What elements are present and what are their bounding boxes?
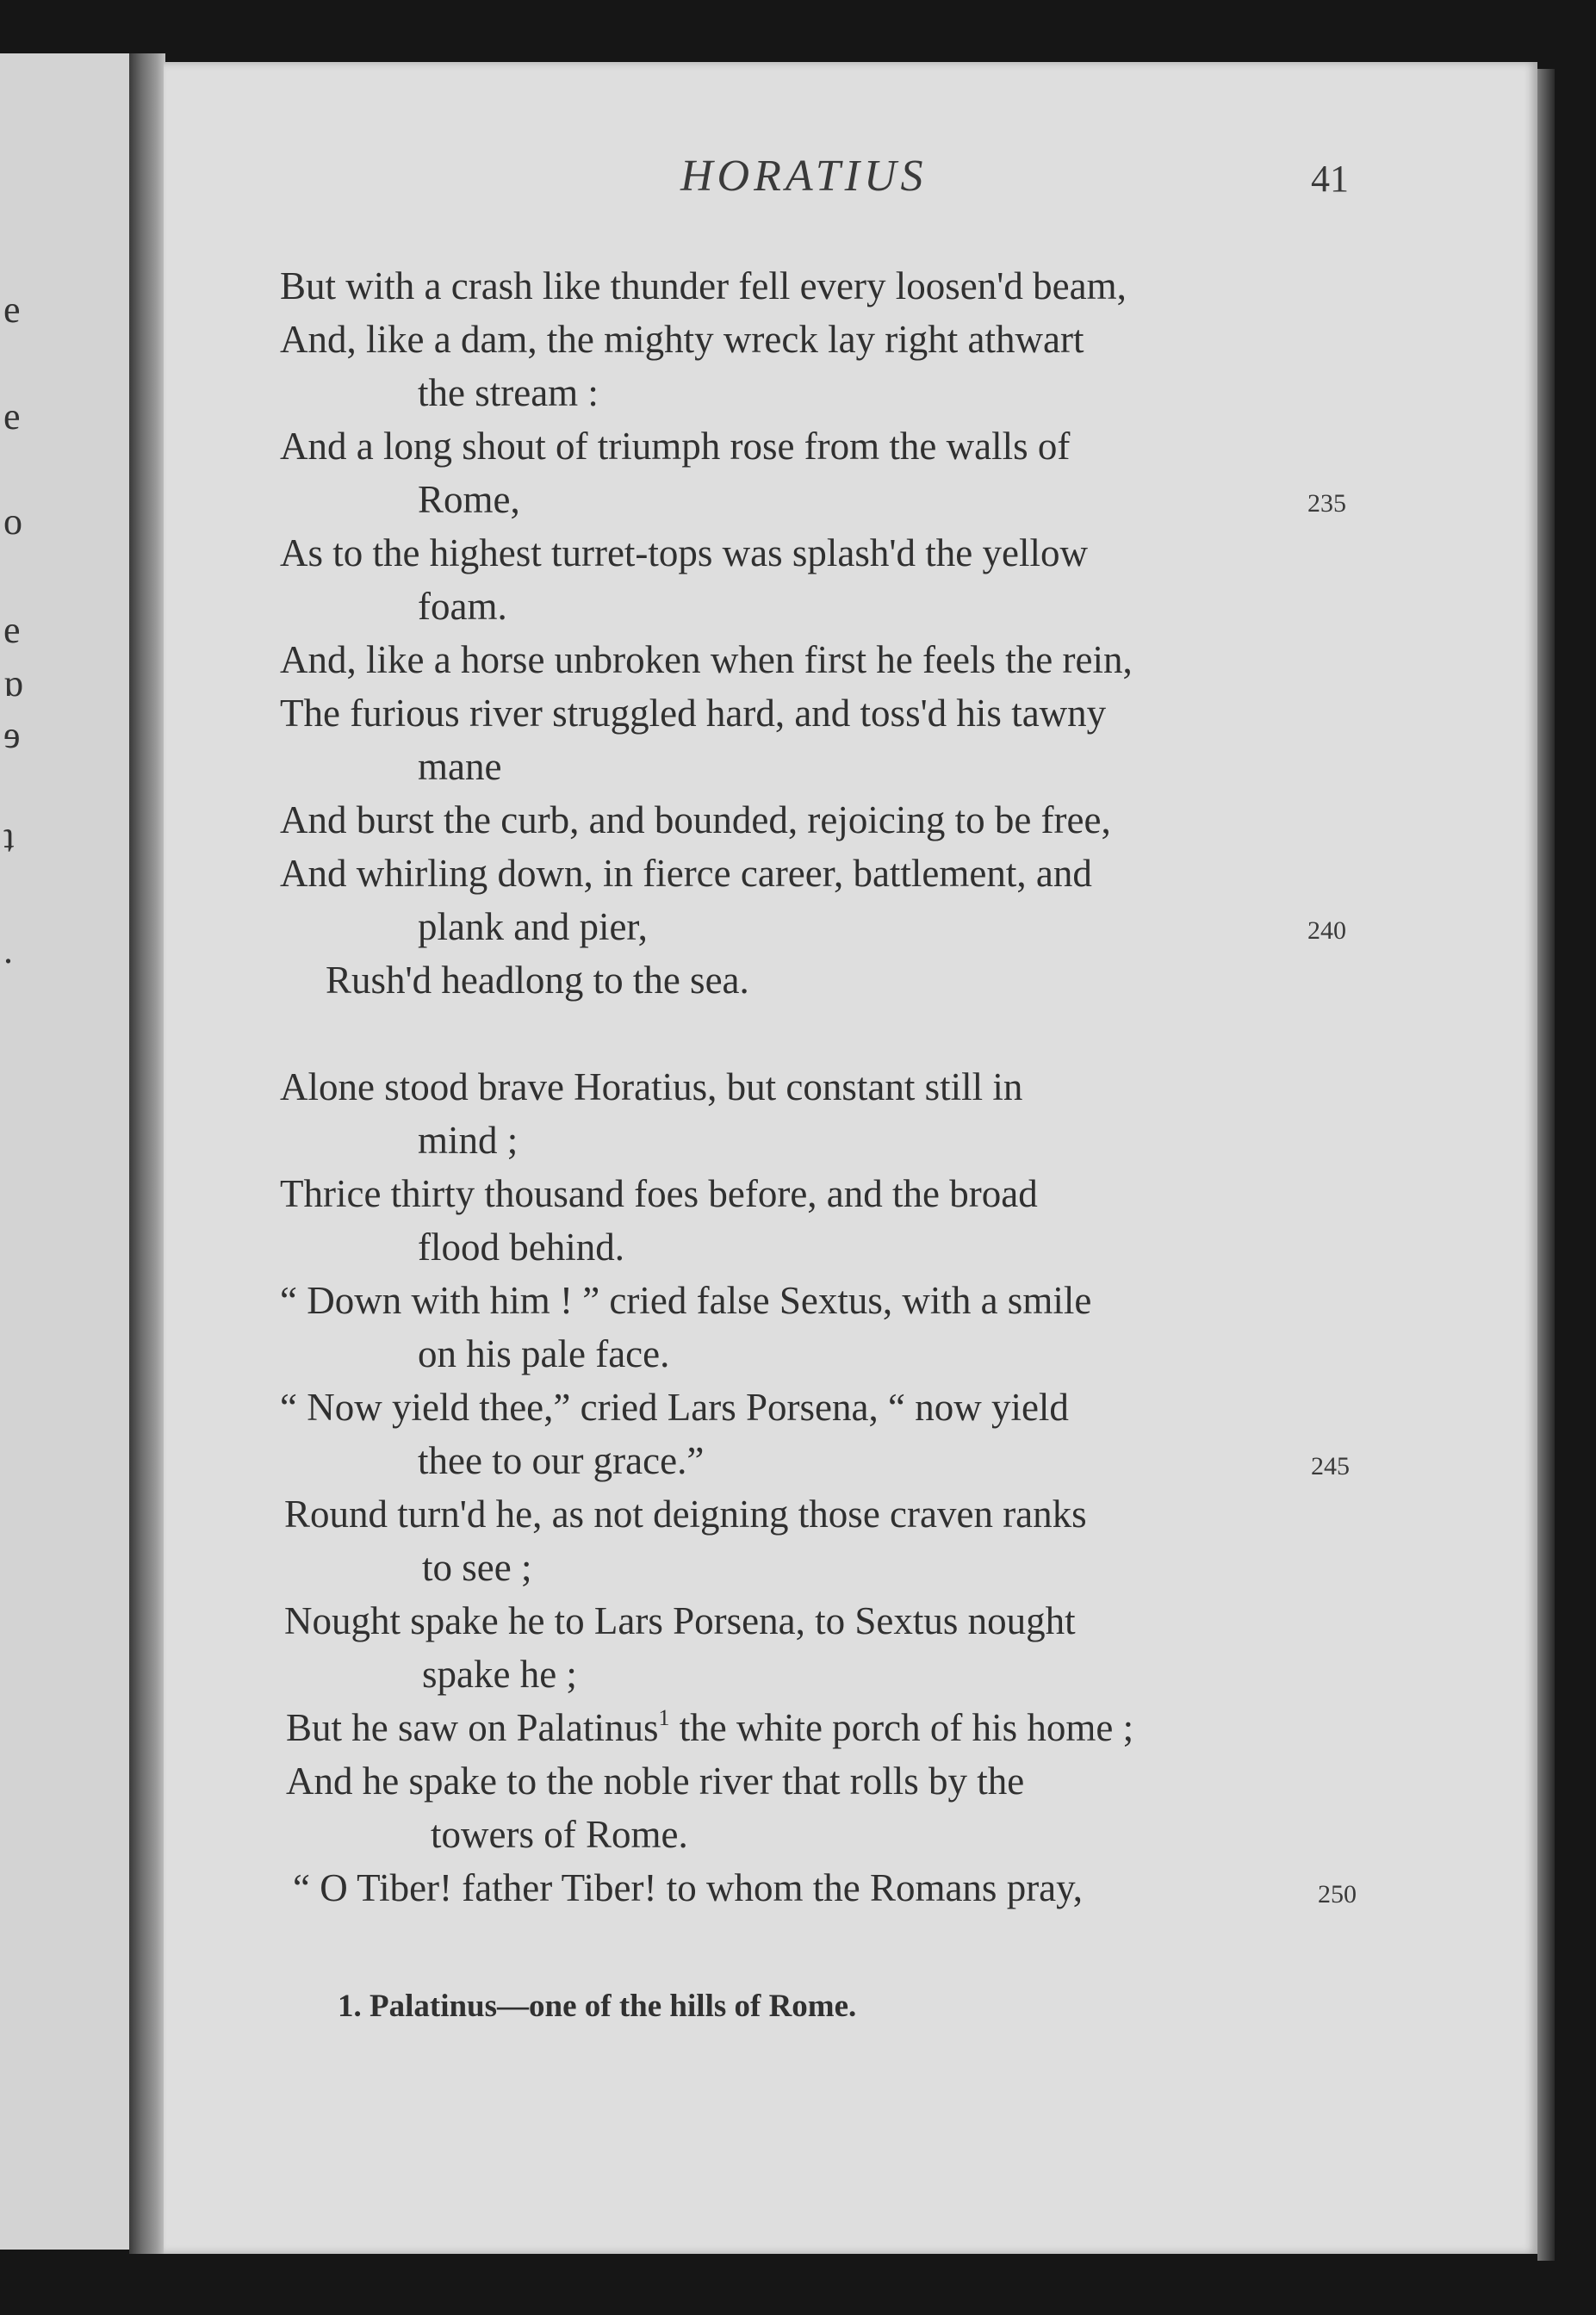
- poem-line-continuation: thee to our grace.”: [418, 1439, 705, 1482]
- poem-line: And he spake to the noble river that rolls by the: [286, 1760, 1025, 1803]
- poem-line: “ O Tiber! father Tiber! to whom the Romans pray,: [293, 1866, 1083, 1909]
- poem-line: Nought spake he to Lars Porsena, to Sextus nought: [284, 1599, 1076, 1642]
- poem-line-continuation: the stream :: [418, 371, 599, 414]
- left-page-fragment: ɒ: [3, 662, 24, 704]
- poem-line-continuation: mane: [418, 745, 502, 788]
- footnote-marker: 1: [658, 1705, 670, 1730]
- left-page-fragment: e: [3, 395, 21, 438]
- page-number: 41: [1311, 158, 1349, 200]
- running-head: HORATIUS: [680, 152, 928, 201]
- line-number: 245: [1311, 1452, 1350, 1480]
- poem-line: And whirling down, in fierce career, battlement, and: [280, 852, 1092, 895]
- poem-line-continuation: flood behind.: [418, 1226, 624, 1269]
- poem-line: And burst the curb, and bounded, rejoicing to be free,: [280, 798, 1111, 841]
- poem-line-continuation: to see ;: [422, 1546, 532, 1589]
- left-page-fragment: .: [3, 929, 13, 971]
- poem-line: [286, 1705, 1134, 1749]
- left-facing-page: [0, 53, 133, 2250]
- left-page-fragment: ʇ: [3, 817, 15, 860]
- poem-line-continuation: foam.: [418, 585, 507, 628]
- footnote: 1. Palatinus—one of the hills of Rome.: [338, 1989, 857, 2024]
- left-page-fragment: e: [3, 609, 21, 651]
- poem-line: Alone stood brave Horatius, but constant still in: [280, 1065, 1023, 1108]
- line-number: 235: [1307, 489, 1346, 518]
- poem-line: But with a crash like thunder fell every loosen'd beam,: [280, 264, 1127, 307]
- poem-line-continuation: towers of Rome.: [431, 1813, 688, 1856]
- poem-line: Thrice thirty thousand foes before, and the broad: [280, 1172, 1038, 1215]
- page-edge: [1537, 69, 1555, 2261]
- left-page-fragment: ɘ: [3, 714, 21, 756]
- poem-line-continuation: plank and pier,: [418, 905, 648, 948]
- poem-line: As to the highest turret-tops was splash'd the yellow: [280, 531, 1088, 574]
- poem-line: Rush'd headlong to the sea.: [326, 959, 749, 1002]
- poem-line: And a long shout of triumph rose from the walls of: [280, 425, 1071, 468]
- line-number: 240: [1307, 916, 1346, 945]
- poem-line-continuation: mind ;: [418, 1119, 519, 1162]
- poem-line: “ Down with him ! ” cried false Sextus, with a smile: [280, 1279, 1092, 1322]
- left-page-fragment: o: [3, 500, 22, 543]
- poem-line-continuation: on his pale face.: [418, 1332, 670, 1375]
- poem-line: And, like a dam, the mighty wreck lay right athwart: [280, 318, 1084, 361]
- poem-line: The furious river struggled hard, and toss'd his tawny: [280, 692, 1107, 735]
- book-page: [164, 62, 1537, 2254]
- poem-line-continuation: spake he ;: [422, 1653, 577, 1696]
- line-number: 250: [1318, 1880, 1357, 1908]
- palatinus-text: But he saw on Palatinus: [286, 1706, 659, 1749]
- poem-line: “ Now yield thee,” cried Lars Porsena, “ now yield: [280, 1386, 1069, 1429]
- porch-text: the white porch of his home ;: [679, 1706, 1134, 1749]
- book-gutter: [129, 53, 165, 2254]
- left-page-fragment: e: [3, 289, 21, 331]
- poem-line: Round turn'd he, as not deigning those craven ranks: [284, 1493, 1087, 1536]
- poem-line: And, like a horse unbroken when first he feels the rein,: [280, 638, 1133, 681]
- poem-line-continuation: Rome,: [418, 478, 520, 521]
